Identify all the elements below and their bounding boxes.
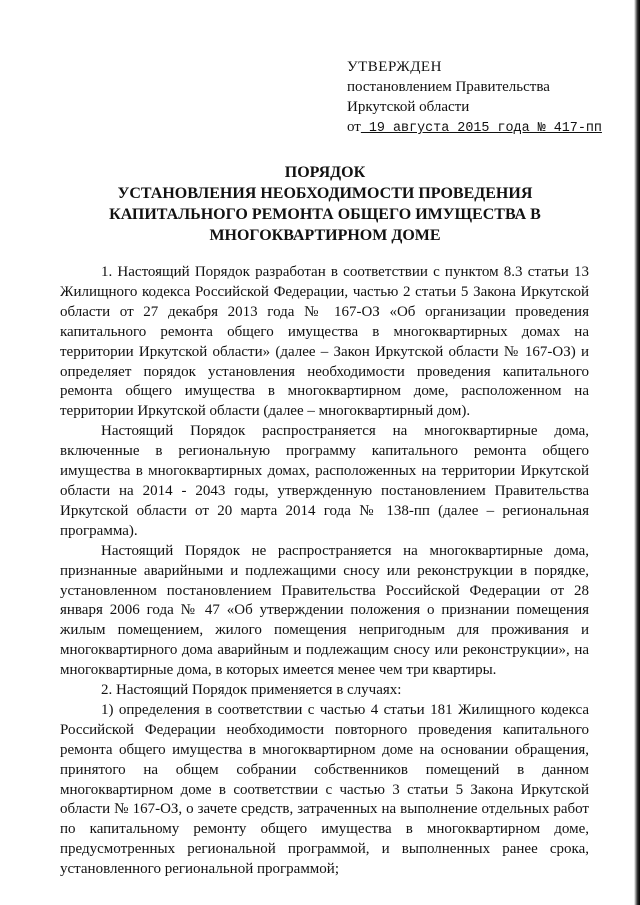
title-line-4: МНОГОКВАРТИРНОМ ДОМЕ bbox=[209, 227, 441, 244]
document-body bbox=[60, 263, 589, 880]
title-line-3: КАПИТАЛЬНОГО РЕМОНТА ОБЩЕГО ИМУЩЕСТВА В bbox=[109, 206, 541, 223]
paragraph-5: 1) определения в соответствии с частью 4 статьи 181 Жилищного кодекса Российской Федерации необходимости повторного проведения капитального ремонта общего имущества в многоквартирном доме на основании обращения, принятого на общем собрании собственников помещений в данном многоквартирном доме в соответствии с частью 3 статьи 5 Закона Иркутской области № 167-ОЗ, о зачете средств, затраченных на выполнение отдельных работ по капитальному ремонту общего имущества в многоквартирном доме, предусмотренных региональной программой, и выполненных ранее срока, установленного региональной программой; bbox=[60, 701, 589, 878]
approval-date: 19 августа 2015 года № 417-пп bbox=[360, 121, 602, 136]
approval-line-2: Иркутской области bbox=[347, 99, 470, 115]
approval-date-line bbox=[347, 117, 617, 139]
document-title bbox=[60, 162, 590, 246]
approval-heading: УТВЕРЖДЕН bbox=[347, 59, 442, 75]
approval-stamp bbox=[347, 57, 617, 139]
paragraph-4: 2. Настоящий Порядок применяется в случаях: bbox=[101, 682, 402, 699]
approval-line-1: постановлением Правительства bbox=[347, 79, 550, 95]
paragraph-3: Настоящий Порядок не распространяется на многоквартирные дома, признанные аварийными и подлежащими сносу или реконструкции в порядке, установленном постановлением Правительства Российской Федерации от 28 января 2006 года № 47 «Об утверждении положения о признании помещения жилым помещением, жилого помещения непригодным для проживания и многоквартирного дома аварийным и подлежащим сносу или реконструкции», на многоквартирные дома, в которых имеется менее чем три квартиры. bbox=[60, 542, 589, 679]
title-line-1: ПОРЯДОК bbox=[284, 164, 366, 181]
scan-edge-shadow bbox=[634, 0, 640, 905]
paragraph-1: 1. Настоящий Порядок разработан в соответствии с пунктом 8.3 статьи 13 Жилищного кодекса Российской Федерации, частью 2 статьи 5 Закона Иркутской области от 27 декабря 2013 года № 167-ОЗ «Об организации проведения капитального ремонта общего имущества в многоквартирных домах на территории Иркутской области» (далее – Закон Иркутской области № 167-ОЗ) и определяет порядок установления необходимости проведения капитального ремонта общего имущества в многоквартирном доме, расположенном на территории Иркутской области (далее – многоквартирный дом). bbox=[60, 264, 589, 420]
paragraph-2: Настоящий Порядок распространяется на многоквартирные дома, включенные в региональную программу капитального ремонта общего имущества в многоквартирных домах, расположенных на территории Иркутской области на 2014 - 2043 годы, утвержденную постановлением Правительства Иркутской области от 20 марта 2014 года № 138-пп (далее – региональная программа). bbox=[60, 423, 589, 539]
title-line-2: УСТАНОВЛЕНИЯ НЕОБХОДИМОСТИ ПРОВЕДЕНИЯ bbox=[117, 185, 533, 202]
approval-date-prefix: от bbox=[347, 119, 361, 135]
